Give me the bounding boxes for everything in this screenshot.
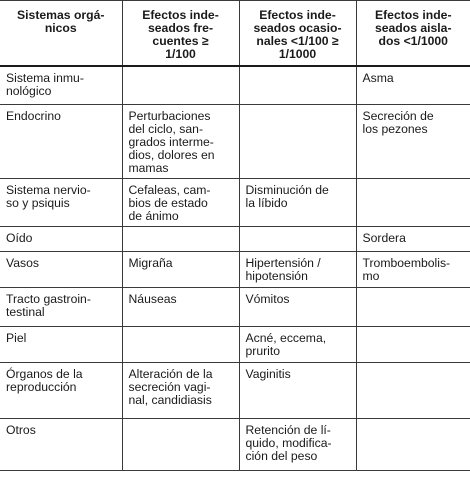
cell-frequent [122, 226, 239, 251]
cell-frequent [122, 418, 239, 470]
header-occasional-effects: Efectos inde- seados ocasio- nales <1/100 ≥ 1/1000 [239, 1, 356, 67]
cell-system: Vasos [0, 251, 122, 287]
table-row [0, 66, 470, 104]
table-row [0, 362, 470, 418]
table-row [0, 104, 470, 178]
cell-isolated [356, 326, 470, 362]
cell-system: Sistema inmu- nológico [0, 66, 122, 104]
cell-system: Oído [0, 226, 122, 251]
cell-frequent: Perturbaciones del ciclo, san- grados intermе- dios, dolores en mamas [122, 104, 239, 178]
cell-occasional: Vaginitis [239, 362, 356, 418]
header-row [0, 1, 470, 67]
cell-system: Tracto gastroin- testinal [0, 287, 122, 326]
cell-occasional: Disminución de la líbido [239, 178, 356, 226]
cell-frequent: Alteración de la secreción vagi- nal, candidiasis [122, 362, 239, 418]
cell-isolated: Asma [356, 66, 470, 104]
table-row [0, 418, 470, 470]
cell-system: Endocrino [0, 104, 122, 178]
table-body [0, 66, 470, 470]
cell-frequent: Náuseas [122, 287, 239, 326]
cell-frequent [122, 326, 239, 362]
table-row [0, 326, 470, 362]
cell-occasional [239, 66, 356, 104]
cell-occasional: Vómitos [239, 287, 356, 326]
cell-system: Órganos de la reproducción [0, 362, 122, 418]
cell-occasional [239, 226, 356, 251]
cell-isolated [356, 287, 470, 326]
cell-frequent: Migraña [122, 251, 239, 287]
cell-isolated: Sordera [356, 226, 470, 251]
cell-isolated [356, 418, 470, 470]
table-row [0, 251, 470, 287]
cell-occasional: Retención de lí- quido, modifica- ción del peso [239, 418, 356, 470]
table-row [0, 287, 470, 326]
header-organ-systems: Sistemas orgá- nicos [0, 1, 122, 67]
cell-occasional: Acné, eccema, prurito [239, 326, 356, 362]
cell-system: Piel [0, 326, 122, 362]
cell-system: Otros [0, 418, 122, 470]
table-row [0, 178, 470, 226]
cell-isolated: Secreción de los pezones [356, 104, 470, 178]
header-frequent-effects: Efectos inde- seados fre- cuentes ≥ 1/100 [122, 1, 239, 67]
cell-frequent: Cefaleas, cam- bios de estado de ánimo [122, 178, 239, 226]
cell-system: Sistema nervio- so y psiquis [0, 178, 122, 226]
header-isolated-effects: Efectos inde- seados aisla- dos <1/1000 [356, 1, 470, 67]
table-header [0, 1, 470, 67]
cell-frequent [122, 66, 239, 104]
cell-isolated [356, 178, 470, 226]
cell-occasional [239, 104, 356, 178]
cell-isolated: Tromboembolis- mo [356, 251, 470, 287]
table-row [0, 226, 470, 251]
cell-isolated [356, 362, 470, 418]
cell-occasional: Hipertensión / hipotensión [239, 251, 356, 287]
